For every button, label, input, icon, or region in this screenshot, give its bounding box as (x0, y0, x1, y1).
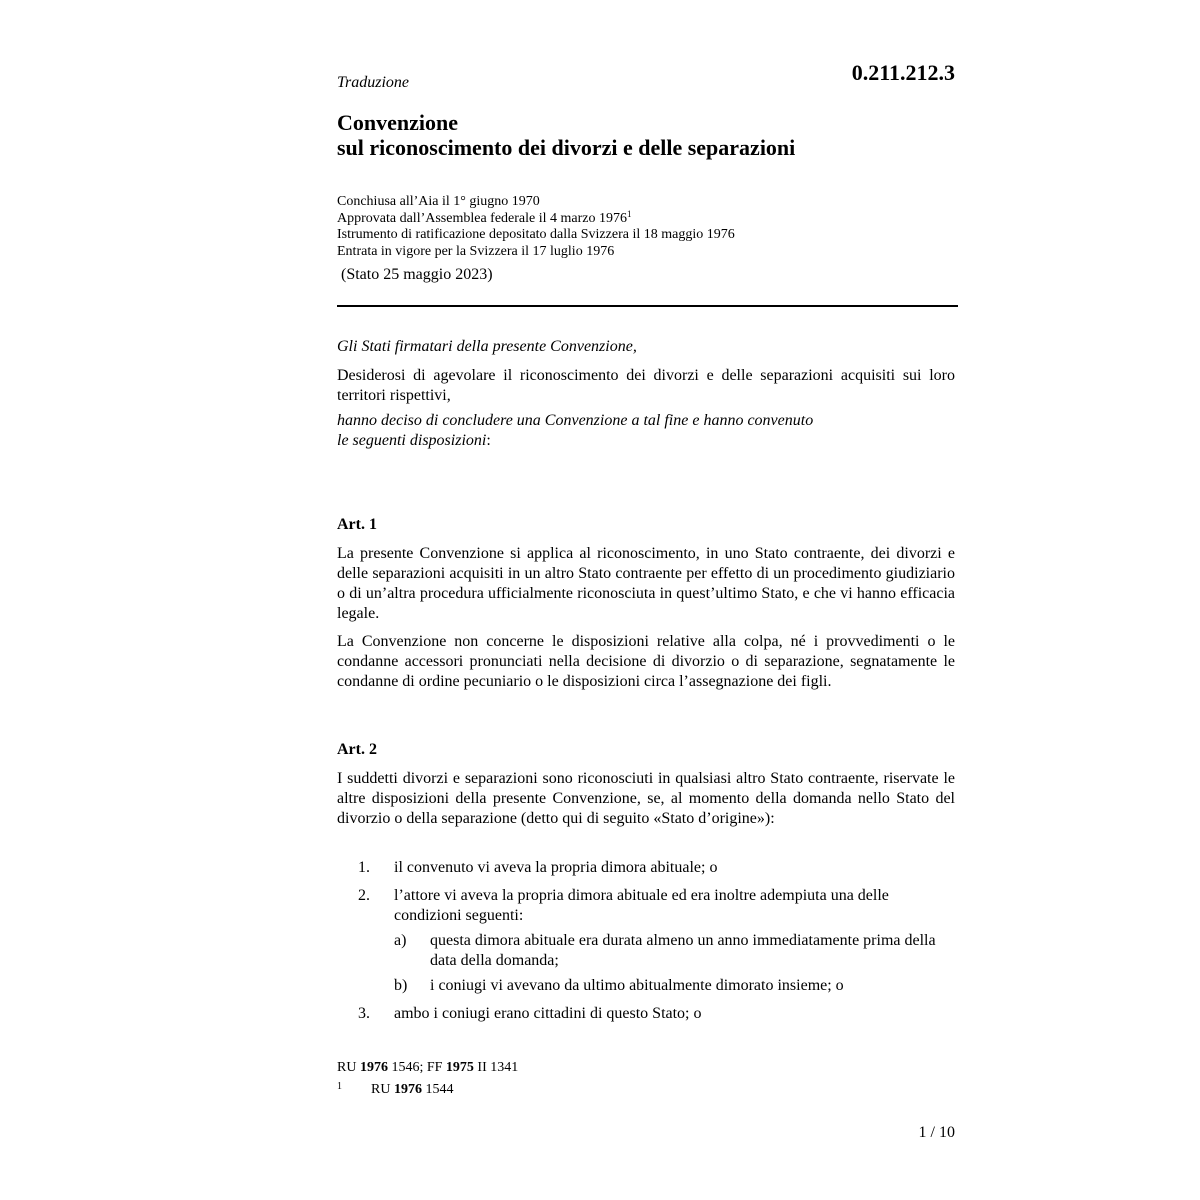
article-2-paragraph-1: I suddetti divorzi e separazioni sono riconosciuti in qualsiasi altro Stato contraente, riservate le altre disposizioni della presente Convenzione, se, al momento della domanda nello Stato del divorzio o della separazione (detto qui di seguito «Stato d’origine»): (337, 770, 955, 827)
list-item-text: il convenuto vi aveva la propria dimora abituale; o (394, 859, 718, 876)
preamble-decision-line-2: le seguenti disposizioni (337, 432, 487, 449)
preamble-colon: : (486, 432, 491, 449)
article-1-paragraph-2: La Convenzione non concerne le disposizioni relative alla colpa, né i provvedimenti o le condanne accessori pronunciati nella decisione di divorzio o di separazione, segnatamente le condanne di ordine pecuniario o le disposizioni circa l’assegnazione dei figli. (337, 633, 955, 690)
list-item-text: l’attore vi aveva la propria dimora abituale ed era inoltre adempiuta una delle condizioni seguenti: (394, 887, 889, 924)
preamble-paragraph: Desiderosi di agevolare il riconoscimento dei divorzi e delle separazioni acquisiti sui loro territori rispettivi, (337, 367, 955, 404)
article-2-heading: Art. 2 (337, 741, 377, 758)
meta-ratification: Istrumento di ratificazione depositato dalla Svizzera il 18 maggio 1976 (337, 227, 735, 242)
article-1-paragraph-1: La presente Convenzione si applica al riconoscimento, in uno Stato contraente, dei divorzi e delle separazioni acquisiti in un altro Stato contraente per effetto di un procedimento giudiziario o di un’altra procedura ufficialmente riconosciuta in quest’ultimo Stato, e che vi hanno efficacia legale. (337, 545, 955, 622)
ref-ru-page: 1546; FF (387, 1060, 446, 1075)
sr-number: 0.211.212.3 (851, 60, 955, 85)
sub-list-item-text: questa dimora abituale era durata almeno un anno immediatamente prima della data della domanda; (430, 932, 936, 969)
preamble-decision-line-1: hanno deciso di concludere una Convenzione a tal fine e hanno convenuto (337, 412, 814, 429)
ref-ru-year: 1976 (359, 1060, 388, 1075)
document-metadata (337, 194, 957, 260)
translation-note: Traduzione (337, 74, 410, 91)
list-item-text: ambo i coniugi erano cittadini di questo Stato; o (394, 1005, 702, 1022)
ref-ff-page: II 1341 (473, 1060, 519, 1075)
preamble-intro: Gli Stati firmatari della presente Convenzione, (337, 338, 637, 355)
page-number: 1 / 10 (918, 1124, 955, 1141)
list-item-number: 3. (358, 1005, 370, 1022)
ref-ff-year: 1975 (445, 1060, 474, 1075)
sub-list-item-letter: b) (394, 977, 408, 994)
footnotes (337, 1058, 518, 1099)
title-line-1: Convenzione (337, 110, 458, 135)
fn1-year: 1976 (393, 1082, 422, 1097)
meta-entry-into-force: Entrata in vigore per la Svizzera il 17 luglio 1976 (337, 243, 615, 259)
sub-list-item-text: i coniugi vi avevano da ultimo abitualmente dimorato insieme; o (430, 977, 844, 994)
list-item-number: 1. (358, 859, 370, 876)
header-divider (337, 305, 958, 307)
meta-concluded: Conchiusa all’Aia il 1° giugno 1970 (337, 194, 540, 209)
footnote-ref-1[interactable]: 1 (627, 208, 632, 219)
source-reference (337, 1058, 518, 1077)
sub-list-item-letter: a) (394, 932, 407, 949)
footnote-1-marker: 1 (337, 1081, 342, 1092)
article-1-heading: Art. 1 (337, 516, 377, 533)
meta-approved: Approvata dall’Assemblea federale il 4 marzo 1976 (337, 210, 628, 226)
fn1-page: 1544 (421, 1082, 454, 1097)
preamble-decision (337, 411, 955, 451)
document-title (337, 110, 957, 160)
title-line-2: sul riconoscimento dei divorzi e delle separazioni (337, 135, 796, 160)
footnote-1 (337, 1077, 518, 1099)
list-item-number: 2. (358, 887, 370, 904)
status-date: (Stato 25 maggio 2023) (341, 266, 493, 283)
fn1-ru-label: RU (371, 1082, 394, 1097)
ref-ru-label: RU (337, 1060, 360, 1075)
meta-approved-line (337, 208, 957, 228)
